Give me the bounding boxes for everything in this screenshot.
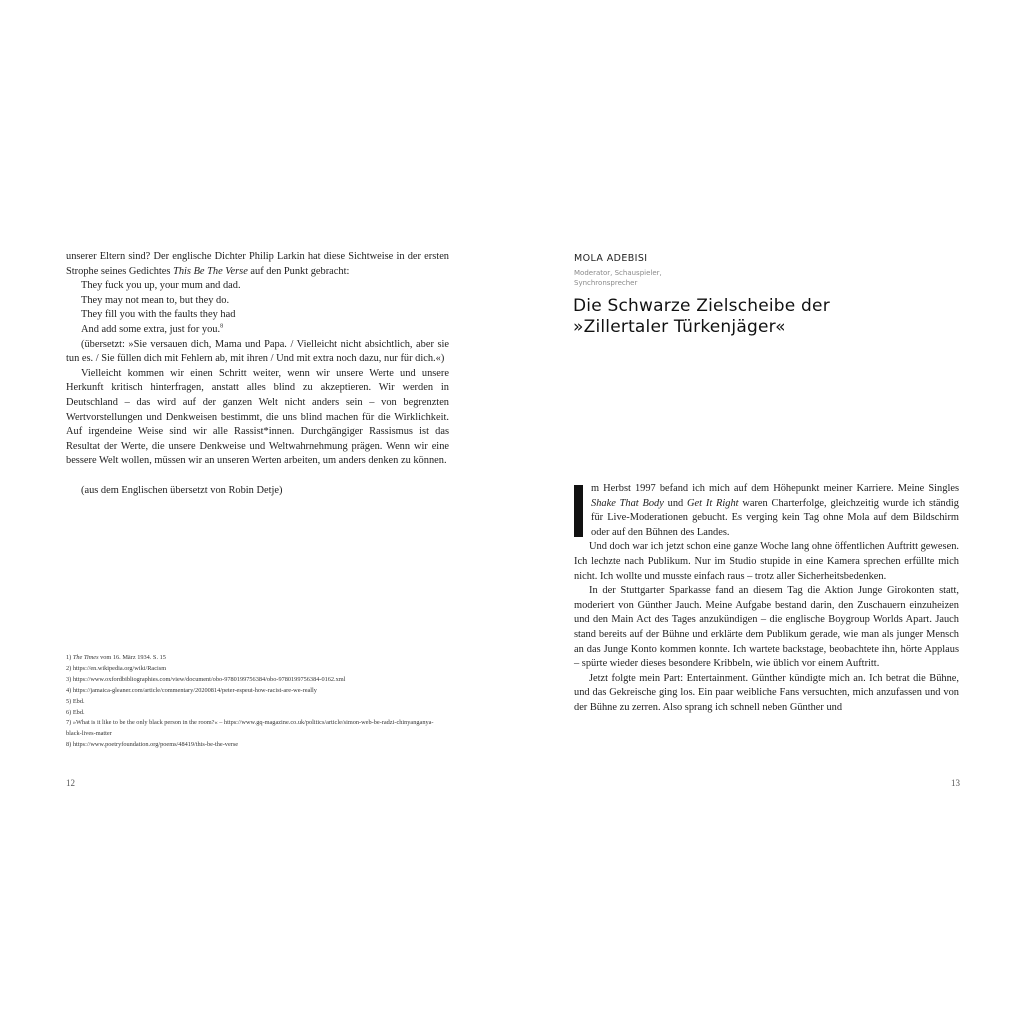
footnote-ref: 8 [220,323,224,330]
footnote: 5) Ebd. [66,697,85,705]
author-role-line: Synchronsprecher [574,279,638,287]
page-number: 12 [66,778,75,788]
footnote: 8) https://www.poetryfoundation.org/poems/48419/this-be-the-verse [66,741,239,749]
opening-paragraph [574,482,959,540]
verse-line: And add some extra, just for you.$^8$ [81,323,224,335]
right-page [512,0,1024,1024]
author-role [574,268,724,288]
footnote: 2) https://en.wikipedia.org/wiki/Racism [66,664,167,672]
footnote: 6) Ebd. [66,708,85,716]
verse-line: They fuck you up, your mum and dad. [81,280,241,292]
footnotes [66,653,449,751]
footnote: 3) https://www.oxfordbibliographies.com/view/document/obo-9780199756384/obo-9780199756384-0162.xml [66,675,346,683]
chapter-title-line: »Zillertaler Türkenjäger« [573,317,786,337]
author-role-line: Moderator, Schauspieler, [574,269,662,277]
verse-line: They fill you with the faults they had [81,309,236,321]
paragraph: In der Stuttgarter Sparkasse fand an diesem Tag die Aktion Junge Girokonten statt, moderiert von Günther Jauch. Meine Aufgabe bestand darin, den Zuschauern einzuheizen und den Main Act des Tages anzukündigen – die englische Boygroup Worlds Apart. Jauch stand bereits auf der Bühne und erklärte dem Publikum gerade, wie man als junger Mensch an das Junge Konto kommen konnte. Ich wartete backstage, beobachtete ihn, hörte Applaus – spürte wieder dieses besondere Kribbeln, wie üblich vor einem Auftritt. [574,585,959,670]
left-body-text [66,250,449,498]
footnote: 4) https://jamaica-gleaner.com/article/commentary/20200814/peter-espeut-how-racist-are-we-really [66,686,317,694]
author-name: MOLA ADEBISI [574,253,648,264]
paragraph: m Herbst 1997 befand ich mich auf dem Höhepunkt meiner Karriere. Meine Singles Shake That Body und Get It Right waren Charterfolge, gleichzeitig wurde ich ständig für Live-Moderationen gebucht. Es verging kein Tag ohne Mola auf dem Bildschirm oder auf den Bühnen des Landes. [591,483,960,538]
translator-note: (aus dem Englischen übersetzt von Robin Detje) [81,484,283,496]
blank-line [66,469,449,484]
drop-cap [574,485,583,537]
paragraph: Vielleicht kommen wir einen Schritt weiter, wenn wir unsere Werte und unsere Herkunft kritisch hinterfragen, anstatt alles blind zu akzeptieren. Wir werden in Deutschland – das wird auf der ganzen Welt nicht anders sein – von begrenzten Wertvorstellungen und Denkweisen bestimmt, die uns blind machen für die Wirklichkeit. Auf irgendeine Weise sind wir alle Rassist*innen. Durchgängiger Rassismus ist das Resultat der Werte, die unsere Denkweise und Weltwahrnehmung prägen. Wenn wir eine bessere Welt wollen, müssen wir an unseren Werten arbeiten, um anders denken zu können. [66,367,449,467]
footnote: 7) »What is it like to be the only black person in the room?« – https://www.gq-magazine.co.uk/politics/article/simon-web-be-radzi-chinyanganya-black-lives-matter [66,719,434,738]
chapter-title [573,296,963,338]
paragraph: (übersetzt: »Sie versauen dich, Mama und Papa. / Vielleicht nicht absichtlich, aber sie tun es. / Sie füllen dich mit Fehlern ab, mit ihren / Und mit extra noch dazu, nur für dich.«) [66,338,449,365]
paragraph: unserer Eltern sind? Der englische Dichter Philip Larkin hat diese Sichtweise in der ersten Strophe seines Gedichtes This Be The Verse auf den Punkt gebracht: [66,251,449,277]
chapter-title-line: Die Schwarze Zielscheibe der [573,296,830,316]
footnote: 1) The Times vom 16. März 1934. S. 15 [66,654,166,661]
right-body-text [574,482,959,716]
paragraph: Jetzt folgte mein Part: Entertainment. Günther kündigte mich an. Ich betrat die Bühne, und das Gekreische ging los. Ein paar weibliche Fans versuchten, mich anzufassen und von der Bühne zu zerren. Also sprang ich schnell neben Günther und [574,672,959,713]
paragraph: Und doch war ich jetzt schon eine ganze Woche lang ohne öffentlichen Auftritt gewesen. Ich lechzte nach Publikum. Nur im Studio stupide in eine Kamera sprechen erfüllte mich nicht. Ich wollte und musste einfach raus – trotz aller Sicherheitsbedenken. [574,541,959,582]
verse-line: They may not mean to, but they do. [81,294,230,306]
page-number: 13 [951,778,960,788]
